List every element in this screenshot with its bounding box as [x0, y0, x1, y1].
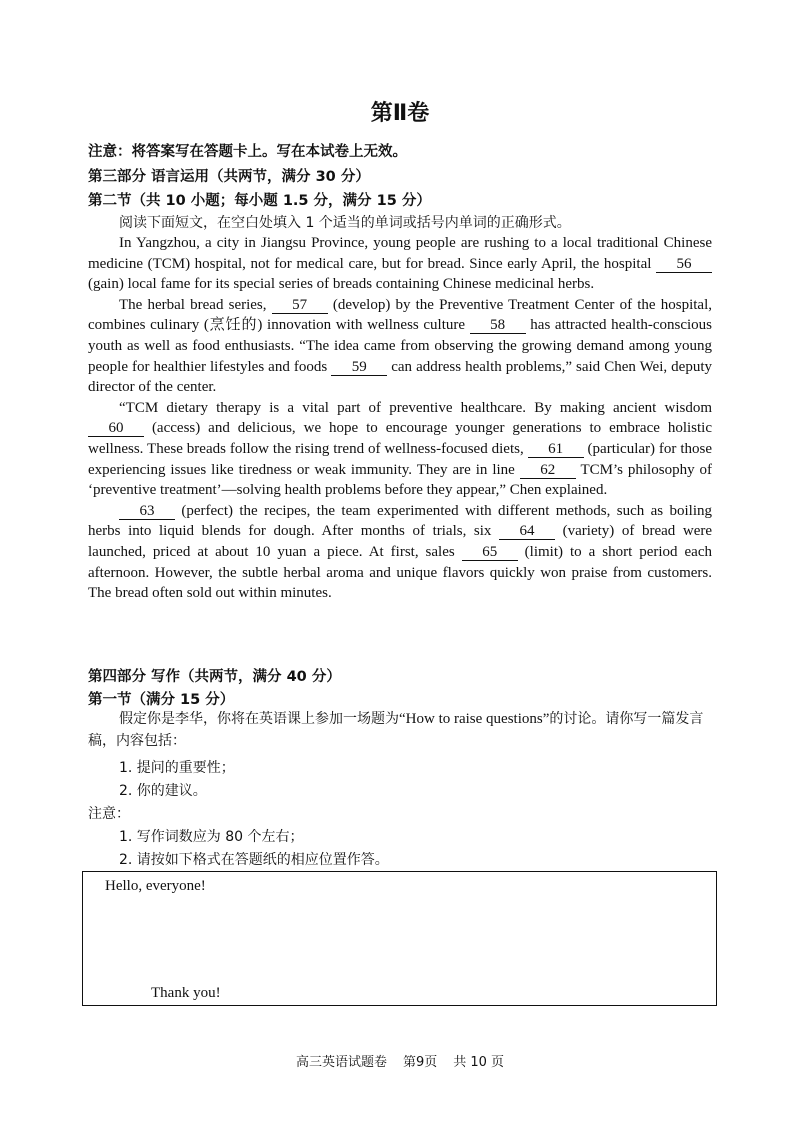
passage-text: (variety) of bread were launched, priced at about 10 yuan a piece. At first, sales: [88, 523, 712, 560]
part3-section2-heading: 第二节（共 10 小题；每小题 1.5 分，满分 15 分）: [88, 193, 431, 209]
blank-62: 62: [520, 462, 576, 479]
passage-text: (access) and delicious, we hope to encourage younger generations to embrace holistic wellness. These breads follow the rising trend of wellness-focused diets,: [88, 420, 712, 457]
part3-heading: 第三部分 语言运用（共两节，满分 30 分）: [88, 169, 370, 185]
blank-59: 59: [331, 359, 387, 376]
answer-notice: 注意：将答案写在答题卡上。写在本试卷上无效。: [88, 144, 407, 160]
passage-text: has attracted health-conscious youth as well as food enthusiasts. “The idea came from observing the growing demand among young people for healthier lifestyles and foods: [88, 317, 712, 375]
note-item: 1. 写作词数应为 80 个左右；: [119, 829, 304, 845]
passage-text: TCM’s philosophy of ‘preventive treatment’—solving health problems before they appear,” Chen explained.: [88, 461, 713, 499]
prompt-text: 假定你是李华，你将在英语课上参加一场题为: [119, 711, 399, 727]
page-footer: [0, 1051, 800, 1070]
prompt-text: 的讨论。请你写一篇发言稿，内容包括：: [88, 711, 704, 749]
blank-58: 58: [470, 317, 526, 334]
note-label: 注意：: [88, 806, 130, 822]
prompt-topic: “How to raise questions”: [399, 711, 550, 727]
passage-text: In Yangzhou, a city in Jiangsu Province, young people are rushing to a local traditional Chinese medicine (TCM) hospital, not for medical care, but for bread. Since early April, the hospital: [88, 235, 712, 272]
passage-text: can address health problems,” said Chen Wei, deputy director of the center.: [88, 358, 712, 396]
blank-56: 56: [656, 256, 712, 273]
part4-section1-heading: 第一节（满分 15 分）: [88, 692, 235, 708]
passage-text: (develop) by the Preventive Treatment Center of the hospital, combines culinary (烹饪的) innovation with wellness culture: [88, 296, 712, 334]
passage-text: “TCM dietary therapy is a vital part of preventive healthcare. By making ancient wisdom: [119, 399, 712, 416]
passage-text: The herbal bread series,: [119, 296, 272, 313]
passage-paragraph: [88, 501, 712, 604]
content-point: 2. 你的建议。: [119, 783, 207, 799]
passage-paragraph: [88, 398, 712, 501]
blank-60: 60: [88, 420, 144, 437]
footer-exam-name: 高三英语试题卷: [295, 1055, 387, 1070]
blank-57: 57: [272, 297, 328, 314]
cloze-instruction: 阅读下面短文，在空白处填入 1 个适当的单词或括号内单词的正确形式。: [119, 215, 571, 231]
blank-61: 61: [528, 441, 584, 458]
footer-total-pages: 共 10 页: [453, 1055, 505, 1070]
part4-heading: 第四部分 写作（共两节，满分 40 分）: [88, 669, 341, 685]
answer-format-box: [82, 871, 717, 1006]
note-item: 2. 请按如下格式在答题纸的相应位置作答。: [119, 852, 389, 868]
writing-prompt: [88, 708, 712, 752]
answer-greeting: Hello, everyone!: [105, 878, 206, 894]
passage-text: (gain) local fame for its special series of breads containing Chinese medicinal herbs.: [88, 276, 595, 293]
content-point: 1. 提问的重要性；: [119, 760, 235, 776]
blank-63: 63: [119, 503, 175, 520]
footer-page-number: 第9页: [402, 1055, 438, 1070]
blank-64: 64: [499, 523, 555, 540]
blank-65: 65: [462, 544, 518, 561]
passage-text: (limit) to a short period each afternoon. However, the subtle herbal aroma and unique flavors quickly won praise from customers. The bread often sold out within minutes.: [88, 543, 713, 602]
passage-text: (perfect) the recipes, the team experimented with different methods, such as boiling herbs into liquid blends for dough. After months of trials, six: [88, 502, 712, 540]
answer-closing: Thank you!: [151, 985, 221, 1001]
passage-text: (particular) for those experiencing issues like tiredness or weak immunity. They are in line: [88, 440, 713, 478]
cloze-passage: [88, 233, 712, 604]
passage-paragraph: [88, 233, 712, 295]
passage-paragraph: [88, 295, 712, 398]
page-title: 第Ⅱ卷: [370, 101, 430, 126]
